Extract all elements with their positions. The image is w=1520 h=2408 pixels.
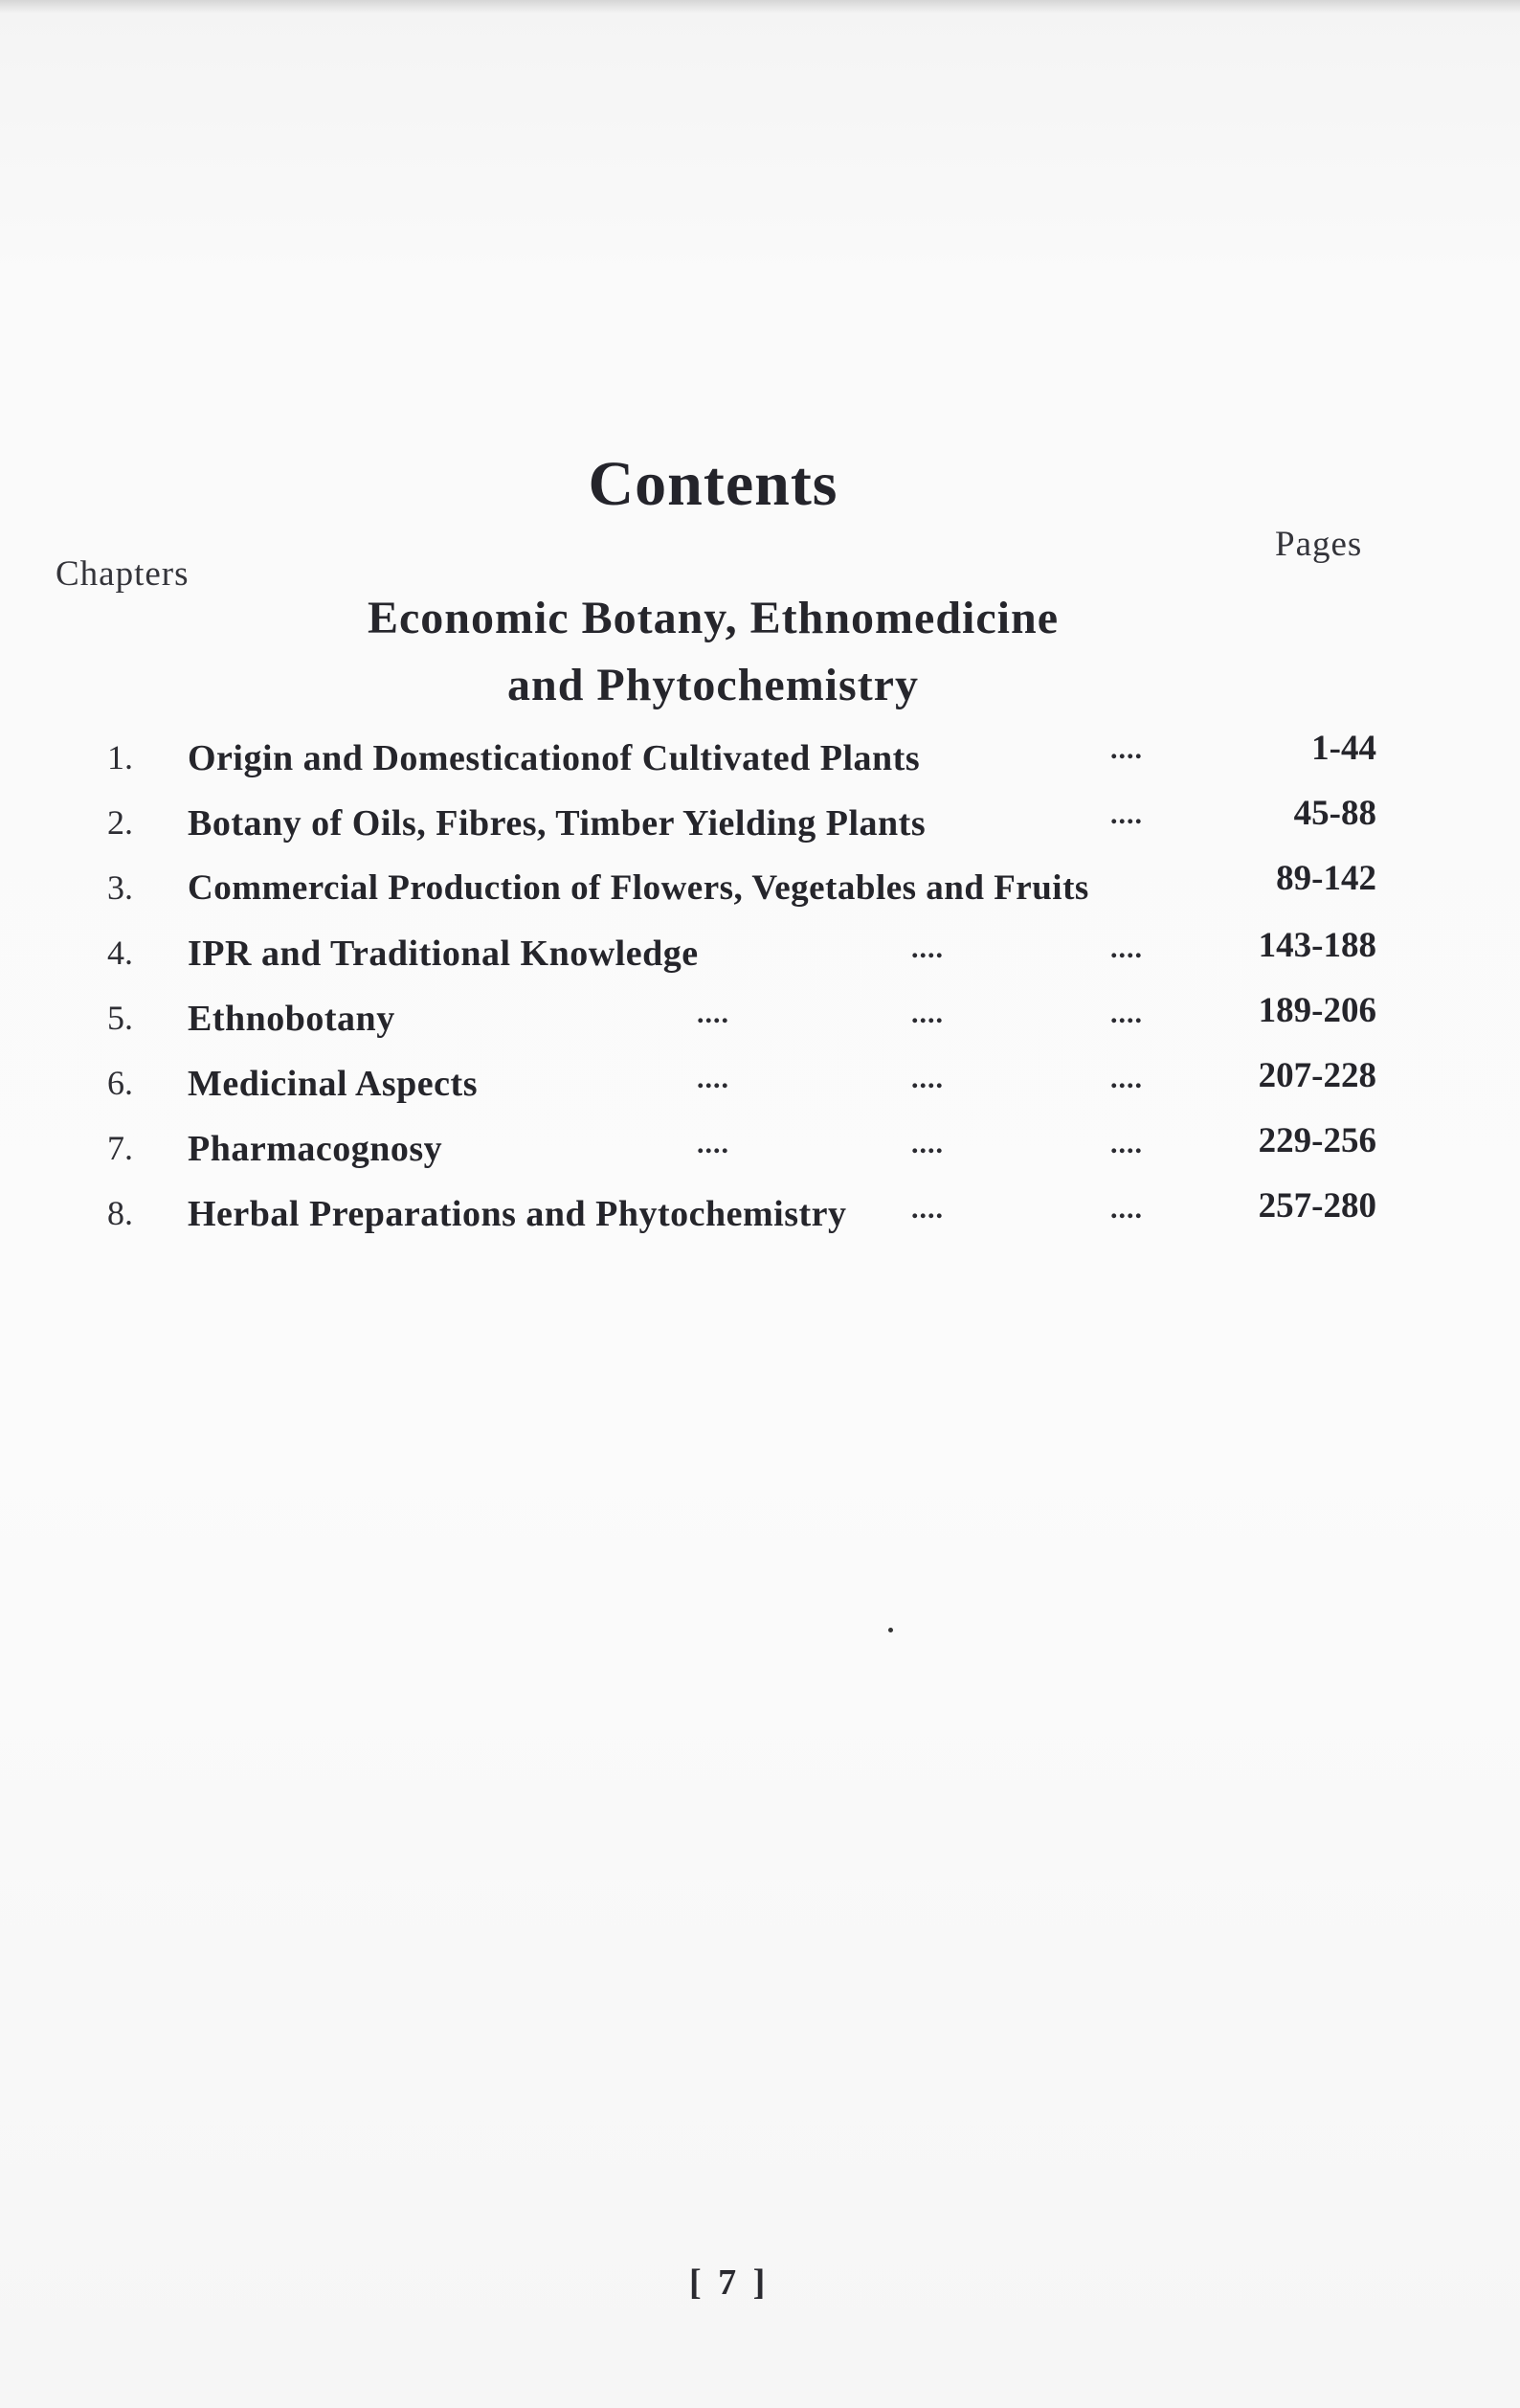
- toc-entry: [0, 1121, 1520, 1185]
- toc-entry: [0, 859, 1520, 925]
- chapter-number: 8.: [107, 1194, 133, 1232]
- dot-leader: ....: [1110, 933, 1143, 964]
- dot-leader: ....: [697, 1128, 729, 1159]
- toc-entry: [0, 1186, 1520, 1250]
- chapters-column-header: Chapters: [56, 554, 190, 594]
- dot-leader: ....: [1110, 998, 1143, 1029]
- pages-column-header: Pages: [1275, 525, 1363, 564]
- toc-entry: [0, 729, 1520, 795]
- chapter-pages: 189-206: [1258, 991, 1376, 1030]
- chapter-pages: 257-280: [1258, 1186, 1376, 1226]
- dot-leader: ....: [697, 1063, 729, 1094]
- section-title-line-1: Economic Botany, Ethnomedicine: [367, 593, 1060, 643]
- toc-entry: [0, 926, 1520, 990]
- page-title: Contents: [588, 449, 838, 519]
- chapter-number: 2.: [107, 803, 133, 842]
- dot-leader: ....: [1110, 799, 1143, 830]
- dot-leader: ....: [911, 933, 944, 964]
- chapter-pages: 1-44: [1311, 729, 1376, 768]
- dot-leader: ....: [911, 1193, 944, 1225]
- toc-entry: [0, 794, 1520, 860]
- toc-entry: [0, 991, 1520, 1055]
- chapter-title: Ethnobotany: [188, 999, 395, 1039]
- chapter-number: 6.: [107, 1064, 133, 1102]
- chapter-number: 3.: [107, 868, 133, 907]
- dot-leader: ....: [911, 1063, 944, 1094]
- dot-leader: ....: [1110, 1063, 1143, 1094]
- paper-speck: [888, 1628, 893, 1632]
- chapter-title: Commercial Production of Flowers, Vegetables and Fruits: [188, 868, 1089, 908]
- toc-entry: [0, 1056, 1520, 1120]
- chapter-title: Origin and Domesticationof Cultivated Plants: [188, 738, 921, 778]
- chapter-number: 5.: [107, 999, 133, 1037]
- dot-leader: ....: [697, 998, 729, 1029]
- chapter-pages: 89-142: [1276, 859, 1376, 898]
- chapter-number: 4.: [107, 934, 133, 972]
- chapter-pages: 229-256: [1258, 1121, 1376, 1160]
- chapter-title: IPR and Traditional Knowledge: [188, 934, 699, 974]
- chapter-pages: 143-188: [1258, 926, 1376, 965]
- dot-leader: ....: [911, 1128, 944, 1159]
- section-title-line-2: and Phytochemistry: [507, 660, 919, 710]
- chapter-pages: 207-228: [1258, 1056, 1376, 1095]
- dot-leader: ....: [1110, 733, 1143, 765]
- chapter-number: 7.: [107, 1129, 133, 1167]
- chapter-title: Botany of Oils, Fibres, Timber Yielding Plants: [188, 803, 927, 844]
- chapter-number: 1.: [107, 738, 133, 776]
- chapter-title: Herbal Preparations and Phytochemistry: [188, 1194, 847, 1234]
- dot-leader: ....: [911, 998, 944, 1029]
- chapter-title: Pharmacognosy: [188, 1129, 443, 1169]
- dot-leader: ....: [1110, 1128, 1143, 1159]
- chapter-pages: 45-88: [1293, 794, 1376, 833]
- chapter-title: Medicinal Aspects: [188, 1064, 478, 1104]
- page-number: [ 7 ]: [689, 2262, 770, 2303]
- dot-leader: ....: [1110, 1193, 1143, 1225]
